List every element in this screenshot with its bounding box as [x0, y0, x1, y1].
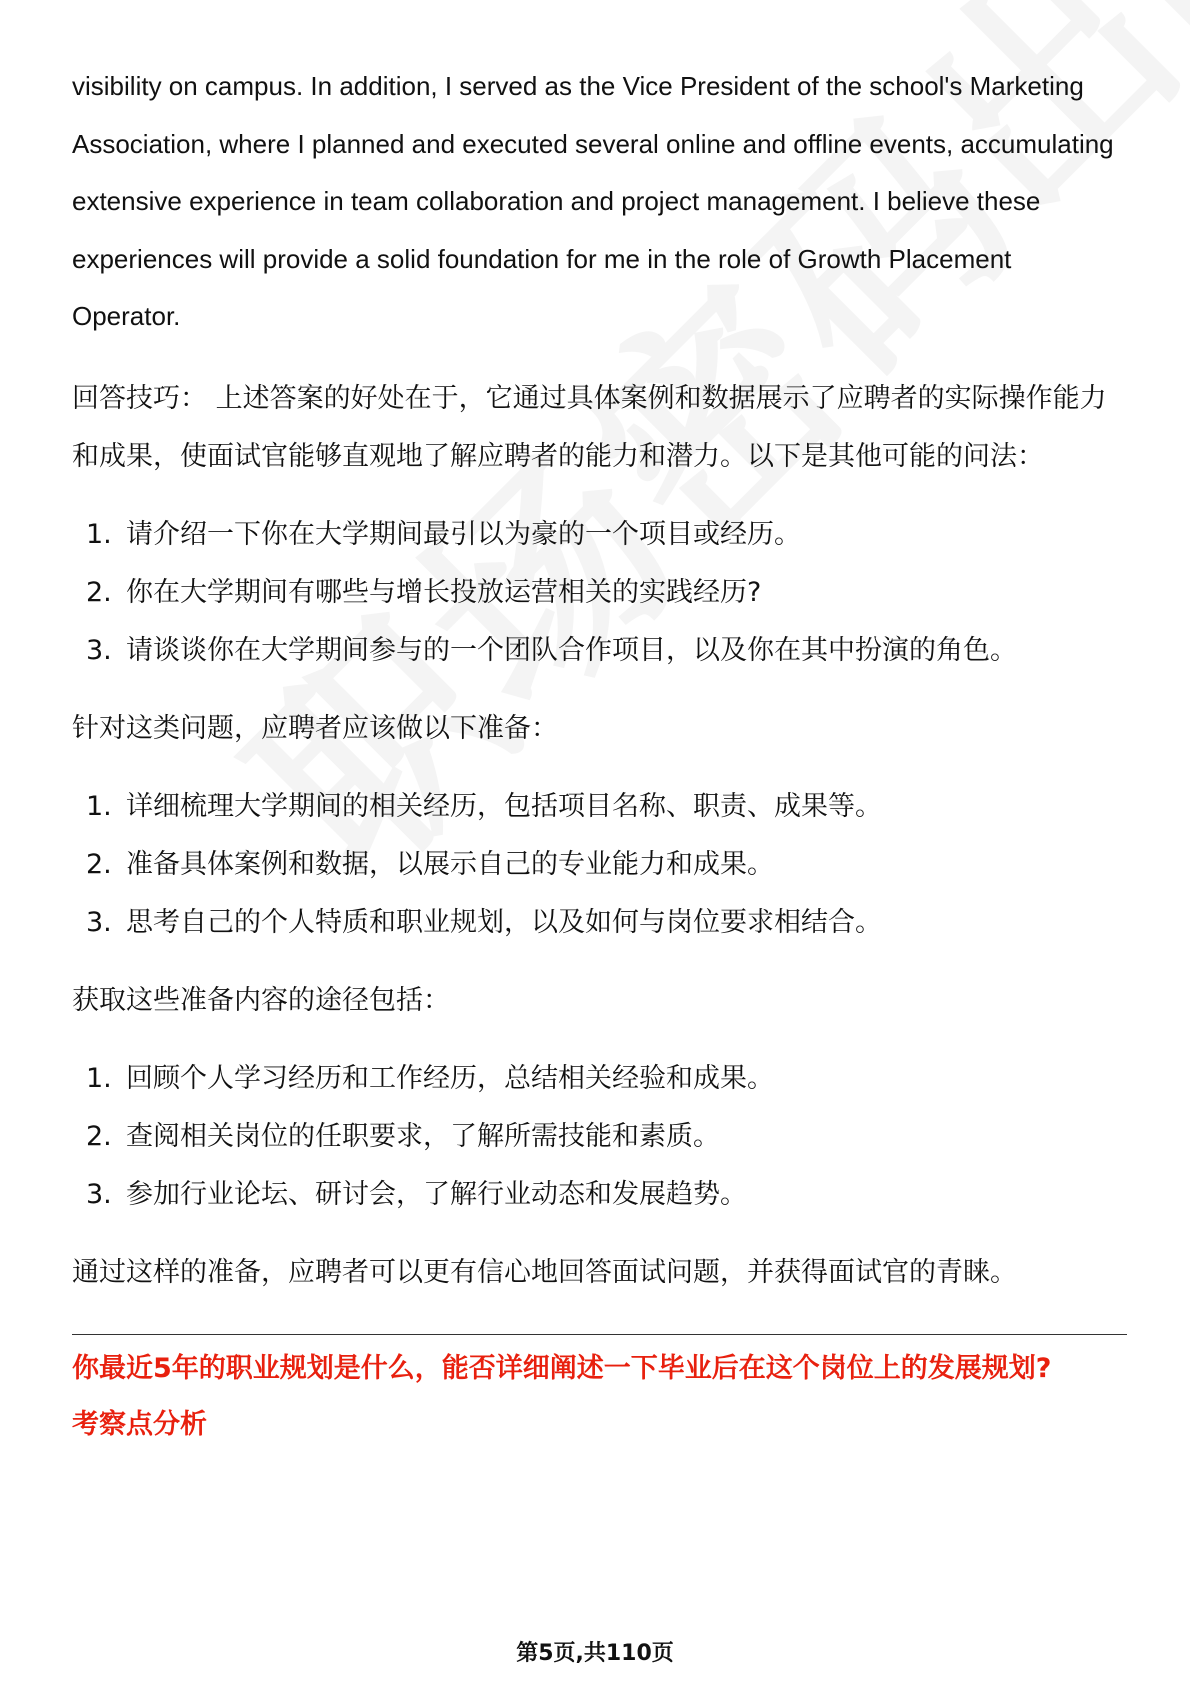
intro-paragraph: visibility on campus. In addition, I served as the Vice President of the school's Marketing Association, where I planned and executed several online and offline events, accumulating extensive experience in team collaboration and project management. I believe these experiences will provide a solid foundation for me in the role of Growth Placement Operator. — [72, 71, 1114, 331]
list-item: 3. 思考自己的个人特质和职业规划，以及如何与岗位要求相结合。 — [86, 906, 882, 938]
page-content — [72, 58, 1122, 1443]
list-item: 2. 你在大学期间有哪些与增长投放运营相关的实践经历? — [86, 576, 762, 608]
list-item: 3. 请谈谈你在大学期间参与的一个团队合作项目，以及你在其中扮演的角色。 — [86, 634, 1017, 666]
analysis-heading: 考察点分析 — [72, 1408, 207, 1440]
prep-list — [72, 778, 1122, 952]
list-item: 1. 请介绍一下你在大学期间最引以为豪的一个项目或经历。 — [86, 518, 801, 550]
page-footer: 第5页,共110页 — [516, 1641, 674, 1666]
answer-tip: 回答技巧： 上述答案的好处在于，它通过具体案例和数据展示了应聘者的实际操作能力和成果，使面试官能够直观地了解应聘者的能力和潜力。以下是其他可能的问法： — [72, 382, 1107, 472]
ways-list — [72, 1050, 1122, 1224]
list-item: 2. 准备具体案例和数据，以展示自己的专业能力和成果。 — [86, 848, 774, 880]
list-item: 1. 回顾个人学习经历和工作经历，总结相关经验和成果。 — [86, 1062, 774, 1094]
alternative-questions-list — [72, 506, 1122, 680]
question-heading: 你最近5年的职业规划是什么，能否详细阐述一下毕业后在这个岗位上的发展规划? — [72, 1352, 1052, 1384]
prep-intro: 针对这类问题，应聘者应该做以下准备： — [72, 712, 558, 744]
list-item: 2. 查阅相关岗位的任职要求，了解所需技能和素质。 — [86, 1120, 720, 1152]
section-divider — [72, 1334, 1127, 1335]
list-item: 3. 参加行业论坛、研讨会，了解行业动态和发展趋势。 — [86, 1178, 747, 1210]
list-item: 1. 详细梳理大学期间的相关经历，包括项目名称、职责、成果等。 — [86, 790, 882, 822]
ways-intro: 获取这些准备内容的途径包括： — [72, 984, 450, 1016]
conclusion: 通过这样的准备，应聘者可以更有信心地回答面试问题，并获得面试官的青睐。 — [72, 1256, 1017, 1288]
